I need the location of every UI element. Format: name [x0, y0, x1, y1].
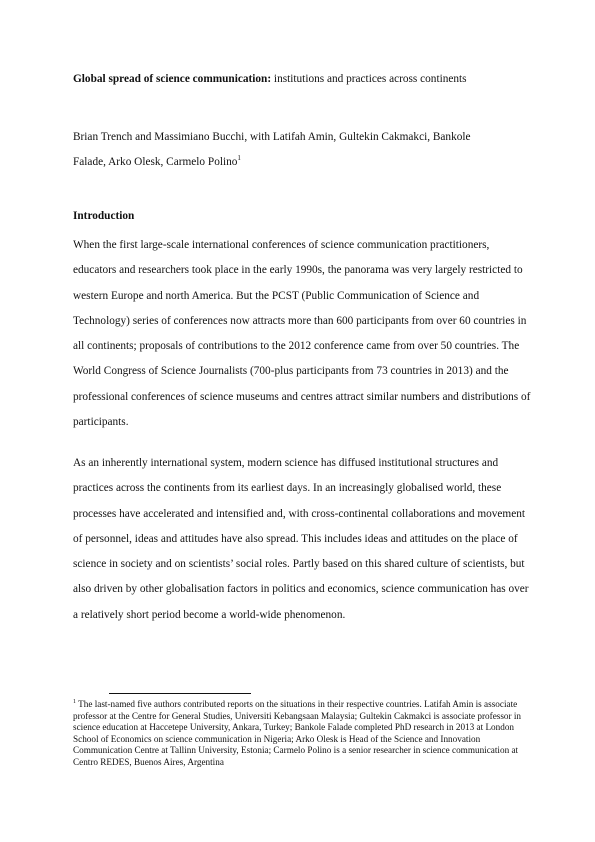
author-footnote-marker: 1 — [237, 154, 241, 163]
author-line-2: Falade, Arko Olesk, Carmelo Polino — [73, 156, 238, 168]
paragraph-1: When the first large-scale international conferences of science communication practitioners, educators and researchers took place in the early 1990s, the panorama was very largely restricted to western Europe and north America. But the PCST (Public Communication of Science and Technology) series of conferences now attracts more than 600 participants from over 60 countries in all continents; proposals of contributions to the 2012 conference came from over 50 countries. The World Congress of Science Journalists (700-plus participants from 73 countries in 2013) and the professional conferences of science museums and centres attract similar numbers and distributions of participants. — [73, 239, 531, 429]
footnote-separator — [109, 693, 251, 694]
author-line-1: Brian Trench and Massimiano Bucchi, with Latifah Amin, Gultekin Cakmakci, Bankole — [73, 131, 471, 143]
paper-title-bold: Global spread of science communication: — [73, 73, 272, 85]
section-heading-introduction: Introduction — [73, 210, 135, 222]
footnote-marker: 1 — [73, 698, 76, 705]
footnote-text: The last-named five authors contributed reports on the situations in their respective countries. Latifah Amin is associate professor at the Centre for General Studies, Universiti Kebangsaan Malaysia; Gultekin Cakmakci is associate professor in science education at Haccetepe University, Ankara, Turkey; Bankole Falade completed PhD research in 2013 at London School of Economics on science communication in Nigeria; Arko Olesk is Head of the Science and Innovation Communication Centre at Tallinn University, Estonia; Carmelo Polino is a senior researcher in science communication at Centro REDES, Buenos Aires, Argentina — [73, 699, 522, 767]
author-list — [73, 125, 533, 175]
paper-title-rest: institutions and practices across continents — [271, 73, 467, 85]
paper-title — [73, 72, 543, 86]
paragraph-2: As an inherently international system, modern science has diffused institutional structures and practices across the continents from its earliest days. In an increasingly globalised world, these processes have accelerated and intensified and, with cross-continental collaborations and movement of personnel, ideas and attitudes have also spread. This includes ideas and attitudes on the place of science in society and on scientists’ social roles. Partly based on this shared culture of scientists, but also driven by other globalisation factors in politics and economics, science communication has over a relatively short period become a world-wide phenomenon. — [73, 457, 529, 621]
footnote — [73, 699, 535, 769]
